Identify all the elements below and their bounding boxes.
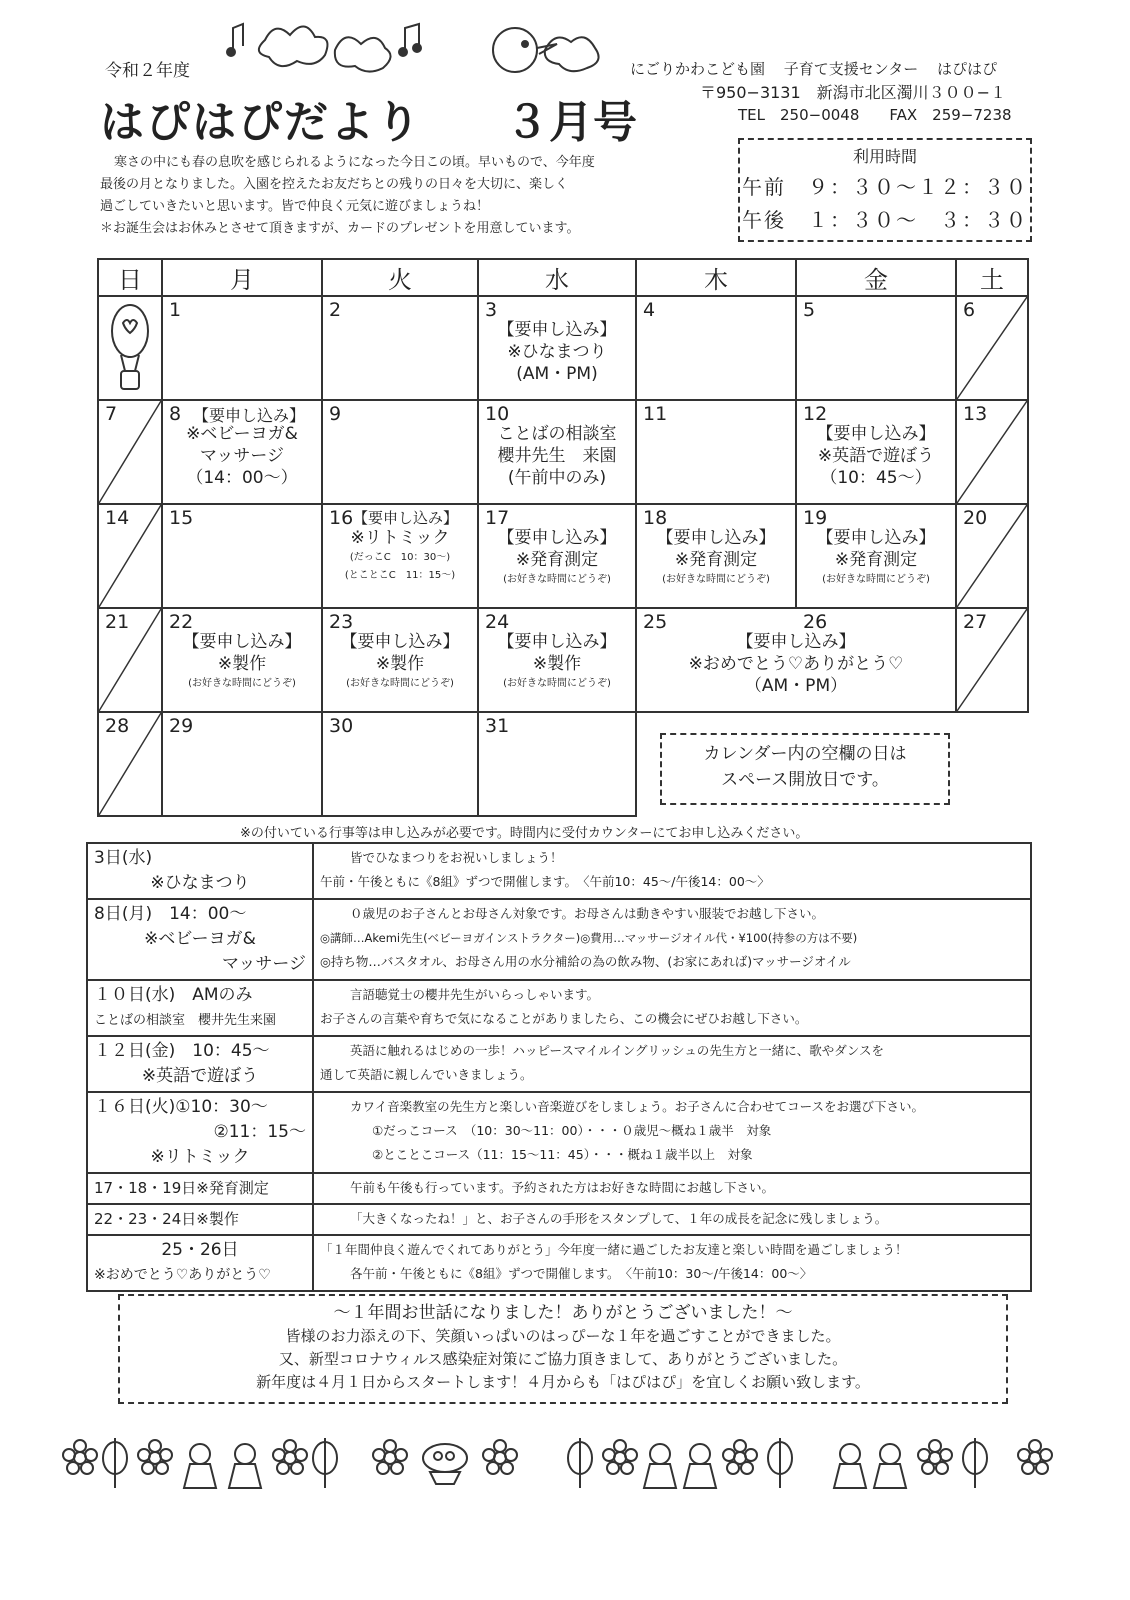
- desc-line: ②とことこコース（11：15〜11：45）・・・概ね１歳半以上 対象: [372, 1147, 753, 1162]
- date-number: 17: [485, 507, 510, 529]
- lantern-icon: [568, 1438, 592, 1488]
- detail-row: [87, 980, 1031, 1036]
- date-number: 20: [963, 507, 988, 529]
- desc-line: 通して英語に親しんでいきましょう。: [320, 1067, 533, 1082]
- doll-icon: [834, 1444, 866, 1488]
- note-line: スペース開放日です。: [721, 770, 889, 790]
- detail-desc: [313, 1204, 1031, 1235]
- event: [637, 527, 795, 589]
- application-note: ※の付いている行事等は申し込みが必要です。時間内に受付カウンターにてお申し込みください。: [240, 826, 809, 841]
- detail-key: [87, 1092, 313, 1173]
- lantern-icon: [103, 1438, 127, 1488]
- detail-row: [87, 843, 1031, 899]
- date-number: 23: [329, 611, 354, 633]
- note-line: カレンダー内の空欄の日は: [703, 744, 907, 764]
- calendar-cell: [162, 400, 322, 504]
- calendar-cell: [478, 608, 636, 712]
- desc-line: 午前も午後も行っています。予約された方はお好きな時間にお越し下さい。: [350, 1180, 775, 1195]
- date-number: 13: [963, 403, 988, 425]
- calendar-cell: [322, 712, 478, 816]
- newsletter-title: はぴはぴだより: [100, 97, 422, 148]
- weekday-sun: 日: [98, 259, 162, 296]
- flower-icon: [483, 1440, 517, 1474]
- desc-line: ◎講師…Akemi先生(ベビーヨガインストラクター)◎費用…マッサージオイル代・¥100(持参の方は不要): [320, 931, 858, 945]
- event-line: ※発育測定: [834, 550, 918, 570]
- date-number: 11: [643, 403, 668, 425]
- event: [797, 527, 955, 589]
- weekday-thu: 木: [636, 259, 796, 296]
- calendar-cell: [478, 504, 636, 608]
- event-line: ことばの相談室: [497, 424, 617, 444]
- thanks-message-box: [118, 1294, 1008, 1404]
- thanks-line: 新年度は４月１日からスタートします！４月からも「はぴはぴ」を宜しくお願い致します。: [256, 1373, 870, 1391]
- calendar-cell: [636, 296, 796, 400]
- detail-desc: [313, 1092, 1031, 1173]
- date-number: 18: [643, 507, 668, 529]
- detail-key: [87, 1235, 313, 1291]
- date-number: 9: [329, 403, 342, 425]
- lantern-icon: [963, 1438, 987, 1488]
- nickname: はぴはぴ: [936, 60, 997, 78]
- calendar-cell: [98, 400, 162, 504]
- event-line: 【要申し込み】: [736, 632, 856, 652]
- free-space-note: [660, 733, 950, 805]
- thanks-line: 又、新型コロナウィルス感染症対策にご協力頂きまして、ありがとうございました。: [278, 1350, 848, 1368]
- date-number: 28: [105, 715, 130, 737]
- event: [323, 631, 477, 693]
- desc-line: ①だっこコース （10：30〜11：00）・・・０歳児〜概ね１歳半 対象: [372, 1123, 772, 1138]
- event-line: ※ひなまつり: [507, 342, 607, 362]
- date-number: 29: [169, 715, 194, 737]
- date-number: 5: [803, 299, 816, 321]
- calendar-cell: [956, 504, 1028, 608]
- event: [479, 631, 635, 693]
- calendar-cell: [478, 712, 636, 816]
- intro-line: 寒さの中にも春の息吹を感じられるようになった今日この頃。早いもので、今年度: [114, 155, 595, 170]
- key-line: 8日(月) 14：00〜: [94, 904, 247, 924]
- key-line: 3日(水): [94, 848, 153, 868]
- event-line: 【要申し込み】: [816, 424, 936, 444]
- desc-line: 英語に触れるはじめの一歩！ハッピースマイルイングリッシュの先生方と一緒に、歌やダンスを: [350, 1043, 885, 1058]
- intro-line: 最後の月となりました。入園を控えたお友だちとの残りの日々を大切に、楽しく: [100, 177, 569, 192]
- event-line: ※ベビーヨガ&: [186, 424, 298, 444]
- detail-key: [87, 980, 313, 1036]
- lantern-icon: [768, 1438, 792, 1488]
- calendar-cell: [478, 400, 636, 504]
- detail-desc: [313, 843, 1031, 899]
- flower-icon: [723, 1440, 757, 1474]
- event-line: 【要申し込み】: [497, 528, 617, 548]
- doll-icon: [874, 1444, 906, 1488]
- doll-icon: [184, 1444, 216, 1488]
- event-line: ※英語で遊ぼう: [817, 446, 935, 466]
- weekday-tue: 火: [322, 259, 478, 296]
- key-line: マッサージ: [222, 954, 306, 974]
- detail-row: [87, 899, 1031, 980]
- event-line: (AM・PM): [516, 364, 598, 384]
- date-number: 16: [329, 507, 354, 529]
- event-line: (午前中のみ): [507, 468, 607, 488]
- event-line: マッサージ: [200, 446, 284, 466]
- calendar-cell: [322, 400, 478, 504]
- phone-fax: TEL 250−0048 FAX 259−7238: [738, 106, 1012, 124]
- date-number: 25: [643, 611, 668, 633]
- calendar-cell: [98, 712, 162, 816]
- detail-desc: [313, 1235, 1031, 1291]
- event: [479, 319, 635, 385]
- calendar-cell: [162, 504, 322, 608]
- date-number: 31: [485, 715, 510, 737]
- date-number: 26: [803, 611, 828, 633]
- date-number: 6: [963, 299, 976, 321]
- calendar-cell: [796, 296, 956, 400]
- desc-line: ◎持ち物…バスタオル、お母さん用の水分補給の為の飲み物、(お家にあれば)マッサージオイル: [320, 954, 851, 969]
- weekday-mon: 月: [162, 259, 322, 296]
- detail-key: [87, 843, 313, 899]
- detail-desc: [313, 899, 1031, 980]
- date-number: 30: [329, 715, 354, 737]
- weekday-wed: 水: [478, 259, 636, 296]
- flower-icon: [918, 1440, 952, 1474]
- date-number: 14: [105, 507, 130, 529]
- calendar-cell: [956, 400, 1028, 504]
- event-line: ※リトミック: [350, 528, 450, 548]
- key-line: １２日(金) 10：45〜: [94, 1041, 270, 1061]
- event-note: (お好きな時間にどうぞ): [188, 678, 296, 689]
- date-number: 10: [485, 403, 510, 425]
- detail-row: [87, 1204, 1031, 1235]
- key-line: ことばの相談室 櫻井先生来園: [94, 1013, 277, 1028]
- event: [479, 423, 635, 489]
- footer-decoration-icon: [60, 1428, 1070, 1498]
- key-line: ※ベビーヨガ&: [144, 929, 256, 949]
- event-line: ※製作: [375, 654, 425, 674]
- date-number: 2: [329, 299, 342, 321]
- event: [163, 631, 321, 693]
- event-line: （14：00〜）: [186, 468, 298, 488]
- event-details-table: [86, 842, 1032, 1292]
- newsletter-month: ３月号: [505, 97, 637, 148]
- balloon-icon: [107, 303, 153, 395]
- organization-line: [630, 58, 1011, 79]
- desc-line: お子さんの言葉や育ちで気になることがありましたら、この機会にぜひお越し下さい。: [320, 1011, 808, 1026]
- desc-line: ０歳児のお子さんとお母さん対象です。お母さんは動きやすい服装でお越し下さい。: [350, 906, 825, 921]
- date-number: 4: [643, 299, 656, 321]
- opening-hours-box: [738, 138, 1032, 242]
- hours-am: 午前 ９：３０〜１２：３０: [742, 175, 1028, 199]
- calendar-cell: [956, 296, 1028, 400]
- event-line: ※製作: [217, 654, 267, 674]
- weekday-sat: 土: [956, 259, 1028, 296]
- event: [479, 527, 635, 589]
- event: [637, 631, 955, 697]
- detail-desc: [313, 1173, 1031, 1204]
- doll-icon: [684, 1444, 716, 1488]
- event-line: （10：45〜）: [820, 468, 932, 488]
- calendar-cell: [636, 504, 796, 608]
- key-line: ※リトミック: [150, 1147, 250, 1167]
- sweets-icon: [423, 1444, 467, 1484]
- calendar-cell-merged: [636, 608, 956, 712]
- date-number: 24: [485, 611, 510, 633]
- calendar-cell: [322, 296, 478, 400]
- date-number: 3: [485, 299, 498, 321]
- calendar-cell: [322, 608, 478, 712]
- detail-row: [87, 1092, 1031, 1173]
- event: [163, 423, 321, 489]
- date-number: 27: [963, 611, 988, 633]
- desc-line: 「大きくなったね！」と、お子さんの手形をスタンプして、１年の成長を記念に残しましょう。: [350, 1211, 888, 1226]
- detail-row: [87, 1036, 1031, 1092]
- flower-icon: [63, 1440, 97, 1474]
- flower-icon: [603, 1440, 637, 1474]
- doll-icon: [644, 1444, 676, 1488]
- event-line: 【要申し込み】: [182, 632, 302, 652]
- calendar-cell: [98, 296, 162, 400]
- calendar-cell: [636, 400, 796, 504]
- desc-line: 午前・午後ともに《8組》ずつで開催します。 〈午前10：45〜/午後14：00〜〉: [320, 874, 770, 889]
- calendar-cell: [162, 296, 322, 400]
- key-line: 17・18・19日※発育測定: [94, 1179, 269, 1197]
- date-number: 22: [169, 611, 194, 633]
- date-number: 1: [169, 299, 182, 321]
- event-note: (とことこC 11：15〜): [344, 570, 456, 581]
- date-number: 19: [803, 507, 828, 529]
- calendar-cell: [162, 712, 322, 816]
- event-line: ※おめでとう♡ありがとう♡: [688, 654, 904, 674]
- hours-pm: 午後 １：３０〜 ３：３０: [742, 208, 1028, 232]
- key-line: 22・23・24日※製作: [94, 1210, 239, 1228]
- key-line: １０日(水) AMのみ: [94, 985, 253, 1005]
- event-line: 【要申し込み】: [193, 406, 306, 425]
- detail-row: [87, 1235, 1031, 1291]
- detail-key: [87, 1036, 313, 1092]
- event-line: 【要申し込み】: [656, 528, 776, 548]
- key-line: ②11：15〜: [213, 1122, 306, 1142]
- fiscal-year: 令和２年度: [105, 61, 190, 81]
- address: 〒950−3131 新潟市北区濁川３００−１: [700, 83, 1007, 102]
- key-line: １６日(火)①10：30〜: [94, 1097, 268, 1117]
- key-line: ※英語で遊ぼう: [141, 1066, 259, 1086]
- intro-line: 過ごしていきたいと思います。皆で仲良く元気に遊びましょうね！: [100, 199, 489, 214]
- calendar-cell: [478, 296, 636, 400]
- event-note: (お好きな時間にどうぞ): [503, 574, 611, 585]
- desc-line: 各午前・午後ともに《8組》ずつで開催します。 〈午前10：30〜/午後14：00〜〉: [350, 1266, 813, 1281]
- intro-line: ＊お誕生会はお休みとさせて頂きますが、カードのプレゼントを用意しています。: [100, 221, 580, 236]
- event-note: (お好きな時間にどうぞ): [662, 574, 770, 585]
- event-line: ※発育測定: [515, 550, 599, 570]
- calendar-cell: [98, 608, 162, 712]
- date-number: 8: [169, 403, 182, 425]
- event-line: ※製作: [532, 654, 582, 674]
- header-decoration-icon: [225, 10, 625, 80]
- flower-icon: [373, 1440, 407, 1474]
- date-number: 7: [105, 403, 118, 425]
- key-line: ※おめでとう♡ありがとう♡: [94, 1267, 271, 1283]
- detail-row: [87, 1173, 1031, 1204]
- center-name: 子育て支援センター: [783, 60, 919, 78]
- calendar-cell: [322, 504, 478, 608]
- event-line: （AM・PM）: [744, 676, 848, 696]
- thanks-line: 皆様のお力添えの下、笑顔いっぱいのはっぴーな１年を過ごすことができました。: [285, 1327, 841, 1345]
- org-name: にごりかわこども園: [630, 60, 766, 78]
- intro-text: [100, 152, 660, 240]
- calendar-cell: [796, 504, 956, 608]
- detail-key: [87, 1204, 313, 1235]
- desc-line: カワイ音楽教室の先生方と楽しい音楽遊びをしましょう。お子さんに合わせてコースをお選び下さい。: [350, 1099, 925, 1114]
- event-line: 【要申し込み】: [353, 509, 459, 527]
- calendar-cell: [162, 608, 322, 712]
- hours-heading: 利用時間: [852, 147, 917, 166]
- event-note: (お好きな時間にどうぞ): [503, 678, 611, 689]
- event-line: 【要申し込み】: [340, 632, 460, 652]
- event: [323, 527, 477, 585]
- calendar-cell: [796, 400, 956, 504]
- event-note: (お好きな時間にどうぞ): [346, 678, 454, 689]
- thanks-line: 〜１年間お世話になりました！ありがとうございました！〜: [333, 1303, 793, 1323]
- flower-icon: [138, 1440, 172, 1474]
- detail-desc: [313, 980, 1031, 1036]
- flower-icon: [273, 1440, 307, 1474]
- calendar-cell: [956, 608, 1028, 712]
- detail-desc: [313, 1036, 1031, 1092]
- desc-line: 「１年間仲良く遊んでくれてありがとう」今年度一緒に過ごしたお友達と楽しい時間を過ごしましょう！: [320, 1242, 908, 1257]
- event-line: ※発育測定: [674, 550, 758, 570]
- calendar-cell: [98, 504, 162, 608]
- event-line: 【要申し込み】: [816, 528, 936, 548]
- desc-line: 皆でひなまつりをお祝いしましょう！: [350, 850, 563, 865]
- event-line: 櫻井先生 来園: [497, 446, 617, 466]
- flower-icon: [1018, 1440, 1052, 1474]
- key-line: ※ひなまつり: [150, 873, 250, 893]
- event-note: (お好きな時間にどうぞ): [822, 574, 930, 585]
- detail-key: [87, 1173, 313, 1204]
- desc-line: 言語聴覚士の櫻井先生がいらっしゃいます。: [350, 987, 600, 1002]
- date-number: 15: [169, 507, 194, 529]
- date-number: 21: [105, 611, 130, 633]
- lantern-icon: [313, 1438, 337, 1488]
- event: [797, 423, 955, 489]
- weekday-fri: 金: [796, 259, 956, 296]
- event-note: (だっこC 10：30〜): [349, 552, 451, 563]
- detail-key: [87, 899, 313, 980]
- key-line: 25・26日: [161, 1240, 239, 1260]
- event-line: 【要申し込み】: [497, 320, 617, 340]
- event-line: 【要申し込み】: [497, 632, 617, 652]
- date-number: 12: [803, 403, 828, 425]
- doll-icon: [229, 1444, 261, 1488]
